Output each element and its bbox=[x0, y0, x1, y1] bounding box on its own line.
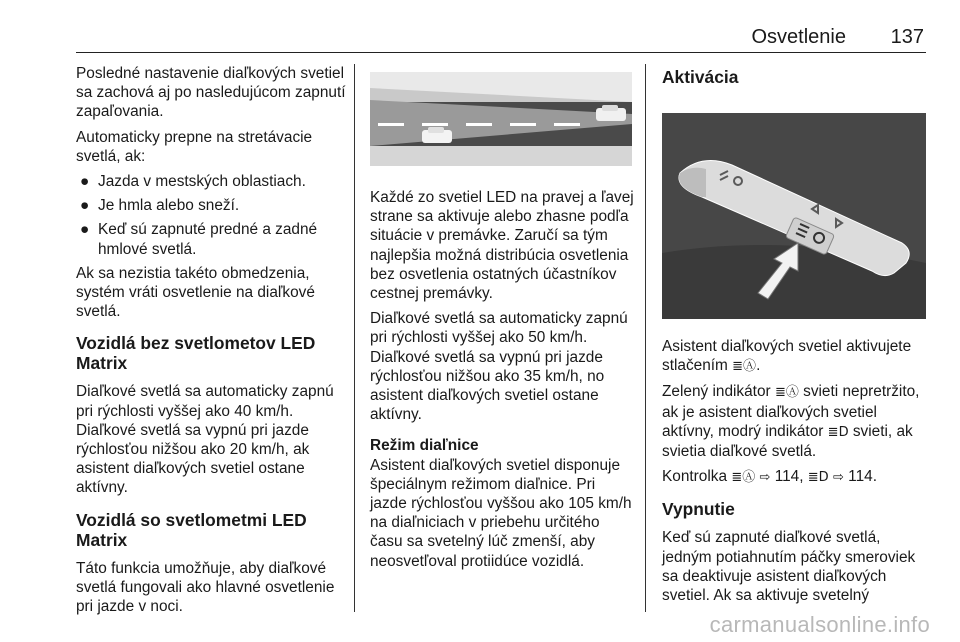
bullet-icon: ● bbox=[80, 221, 90, 239]
turn-signal-lever-illustration bbox=[662, 113, 926, 319]
section-heading: Vozidlá bez svetlometov LED Matrix bbox=[76, 333, 316, 374]
bullet-icon: ● bbox=[80, 173, 90, 191]
paragraph bbox=[662, 467, 930, 487]
cross-reference-arrow-icon[interactable]: ⇨ bbox=[759, 470, 771, 486]
column-divider bbox=[645, 64, 646, 612]
paragraph bbox=[662, 337, 930, 376]
paragraph: Keď sú zapnuté diaľkové svetlá, jedným potiahnutím páčky smeroviek sa deaktivuje asistent diaľkových svetiel. Ak sa aktivuje svetelný bbox=[662, 529, 916, 605]
condition-list bbox=[76, 172, 348, 259]
text-run: Kontrolka bbox=[662, 468, 728, 486]
column-middle bbox=[370, 64, 634, 577]
list-item bbox=[76, 220, 348, 258]
text-run: svieti nepretržito, ak je asistent diaľkových svetiel aktívny, modrý indikátor bbox=[662, 383, 920, 440]
paragraph: Diaľkové svetlá sa automaticky zapnú pri rýchlosti vyššej ako 40 km/h. Diaľkové svetlá sa vypnú pri jazde rýchlosťou nižšou ako 20 km/h, ak asistent diaľkových svetiel ostane aktívny. bbox=[76, 383, 334, 497]
text-run: Zelený indikátor bbox=[662, 383, 771, 401]
road-illustration bbox=[370, 72, 632, 166]
auto-high-beam-icon: ≣Ⓐ bbox=[731, 470, 756, 486]
paragraph: Ak sa nezistia takéto obmedzenia, systém vráti osvetlenie na diaľkové svetlá. bbox=[76, 264, 315, 321]
paragraph: Asistent diaľkových svetiel disponuje špeciálnym režimom diaľnice. Pri jazde rýchlosťou vyššou ako 105 km/h na diaľniciach v priebehu určitého času sa svetelný lúč zmenší, aby neosvetľoval protiidúce vozidlá. bbox=[370, 456, 632, 570]
section-heading: Vypnutie bbox=[662, 499, 735, 520]
section-heading: Aktivácia bbox=[662, 67, 739, 87]
auto-high-beam-icon: ≣Ⓐ bbox=[732, 359, 757, 375]
list-item bbox=[76, 196, 348, 215]
list-item-text: Keď sú zapnuté predné a zadné hmlové svetlá. bbox=[98, 221, 318, 258]
auto-high-beam-icon: ≣Ⓐ bbox=[774, 385, 799, 401]
text-run: . bbox=[756, 357, 761, 375]
section-heading: Režim diaľnice bbox=[370, 437, 479, 455]
column-divider bbox=[354, 64, 355, 612]
text-run: Asistent diaľkových svetiel aktivujete stlačením bbox=[662, 338, 912, 375]
cross-reference-arrow-icon[interactable]: ⇨ bbox=[832, 470, 844, 486]
section-title: Osvetlenie bbox=[751, 26, 846, 48]
page-number: 137 bbox=[890, 26, 924, 48]
section-heading: Vozidlá so svetlometmi LED Matrix bbox=[76, 509, 307, 550]
watermark: carmanualsonline.info bbox=[709, 612, 930, 637]
column-right bbox=[662, 64, 930, 611]
paragraph: Posledné nastavenie diaľkových svetiel sa zachová aj po nasledujúcom zapnutí zapaľovania. bbox=[76, 65, 346, 121]
paragraph: Každé zo svetiel LED na pravej a ľavej strane sa aktivuje alebo zhasne podľa situácie v premávke. Zaručí sa tým najlepšia možná distribúcia osvetlenia bez osvetlenia ostatných účastníkov cestnej premávky. bbox=[370, 189, 634, 303]
list-item bbox=[76, 172, 348, 191]
page-reference[interactable]: 114. bbox=[848, 468, 877, 486]
paragraph: Táto funkcia umožňuje, aby diaľkové svetlá fungovali ako hlavné osvetlenie pri jazde v noci. bbox=[76, 559, 335, 616]
bullet-icon: ● bbox=[80, 197, 90, 215]
high-beam-icon: ≣D bbox=[807, 470, 829, 486]
high-beam-icon: ≣D bbox=[827, 424, 849, 440]
paragraph: Automaticky prepne na stretávacie svetlá, ak: bbox=[76, 128, 313, 165]
text-run: svieti, ak svietia diaľkové svetlá. bbox=[662, 422, 913, 461]
list-item-text: Je hmla alebo sneží. bbox=[98, 197, 240, 215]
paragraph bbox=[662, 382, 930, 461]
page-reference[interactable]: 114, bbox=[774, 468, 804, 486]
paragraph: Diaľkové svetlá sa automaticky zapnú pri rýchlosti vyššej ako 50 km/h. Diaľkové svetlá sa vypnú pri jazde rýchlosťou nižšou ako 35 km/h, no asistent diaľkových svetiel ostane aktívny. bbox=[370, 310, 628, 424]
list-item-text: Jazda v mestských oblastiach. bbox=[98, 173, 306, 191]
page-header bbox=[76, 24, 926, 53]
column-left bbox=[76, 64, 348, 622]
